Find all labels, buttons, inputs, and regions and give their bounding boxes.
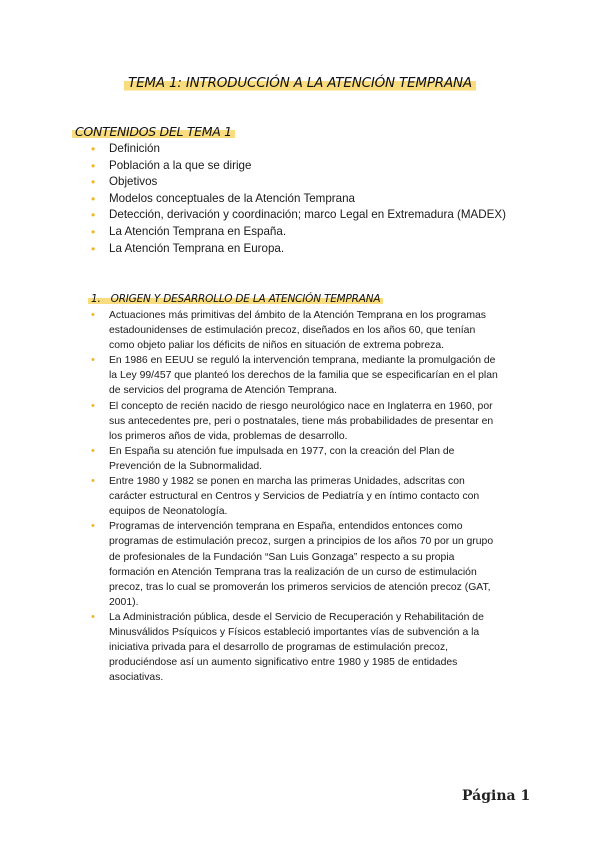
bullet-icon: • (91, 208, 96, 223)
bullet-icon: • (91, 520, 95, 533)
document-title: TEMA 1: INTRODUCCIÓN A LA ATENCIÓN TEMPRANA (124, 74, 476, 92)
contents-item-text: Objetivos (109, 175, 158, 189)
bullet-icon: • (91, 444, 95, 457)
contents-item-text: Detección, derivación y coordinación; marco Legal en Extremadura (MADEX) (109, 208, 506, 222)
section-item-text: Actuaciones más primitivas del ámbito de la Atención Temprana en los programas estadounidenses de estimulación precoz, diseñados en los años 60, que tenían como objeto paliar los déficits de niños en situación de extrema pobreza. (109, 310, 486, 352)
bullet-icon: • (91, 158, 96, 173)
list-item (91, 610, 501, 685)
contents-item-text: Modelos conceptuales de la Atención Temprana (109, 191, 355, 205)
contents-item-text: La Atención Temprana en Europa. (109, 241, 285, 255)
title-container (0, 74, 600, 92)
bullet-icon: • (91, 175, 96, 190)
bullet-icon: • (91, 191, 96, 206)
section-item-text: En 1986 en EEUU se reguló la intervención temprana, mediante la promulgación de la Ley 99/457 que planteó los derechos de la familia que se especificarían en el plan de servicios del programa de Atención Temprana. (109, 355, 498, 397)
list-item (91, 224, 571, 241)
bullet-icon: • (91, 610, 95, 623)
section-item-text: El concepto de recién nacido de riesgo neurológico nace en Inglaterra en 1960, por sus antecedentes pre, peri o postnatales, tiene más probabilidades de presentar en los primeros años de vida, problemas de desarrollo. (109, 400, 494, 442)
list-item (91, 444, 501, 474)
section-number: 1. (91, 293, 101, 305)
contents-heading: CONTENIDOS DEL TEMA 1 (72, 124, 235, 139)
list-item (91, 207, 571, 224)
section-item-text: Entre 1980 y 1982 se ponen en marcha las primeras Unidades, adscritas con carácter estructural en Centros y Servicios de Pediatría y en íntimo contacto con equipos de Neonatología. (109, 476, 480, 518)
list-item (91, 353, 501, 398)
bullet-icon: • (91, 399, 95, 412)
list-item (91, 174, 571, 191)
section-item-text: Programas de intervención temprana en España, entendidos entonces como programas de estimulación precoz, surgen a principios de los años 70 por un grupo de profesionales de la Fundación “San Luis Gonzaga” respecto a su propia formación en Atención Temprana tras la realización de un curso de estimulación precoz, tras lo cual se promoverán los primeros servicios de atención precoz (GAT, 2001). (109, 521, 494, 608)
contents-list (91, 141, 571, 257)
list-item (91, 141, 571, 158)
contents-item-text: Definición (109, 142, 160, 155)
section-heading (88, 293, 383, 305)
list-item (91, 474, 501, 519)
contents-item-text: La Atención Temprana en España. (109, 224, 287, 238)
section-item-text: En España su atención fue impulsada en 1977, con la creación del Plan de Prevención de la Subnormalidad. (109, 445, 455, 472)
page-number: Página 1 (462, 788, 531, 804)
list-item (91, 399, 501, 444)
list-item (91, 191, 571, 208)
list-item (91, 519, 501, 610)
bullet-icon: • (91, 142, 96, 156)
contents-item-text: Población a la que se dirige (109, 158, 252, 172)
section-heading-text: ORIGEN Y DESARROLLO DE LA ATENCIÓN TEMPRANA (110, 293, 381, 305)
bullet-icon: • (91, 309, 95, 321)
section-list (91, 308, 501, 685)
bullet-icon: • (91, 241, 96, 256)
section-item-text: La Administración pública, desde el Servicio de Recuperación y Rehabilitación de Minusválidos Psíquicos y Físicos estableció importantes vías de subvención a la iniciativa privada para el desarrollo de programas de estimulación precoz, produciéndose así un aumento significativo entre 1980 y 1985 de entidades asociativas. (109, 611, 484, 684)
list-item (91, 158, 571, 175)
bullet-icon: • (91, 354, 95, 367)
bullet-icon: • (91, 224, 96, 239)
bullet-icon: • (91, 475, 95, 488)
list-item (91, 241, 571, 258)
list-item (91, 308, 501, 353)
